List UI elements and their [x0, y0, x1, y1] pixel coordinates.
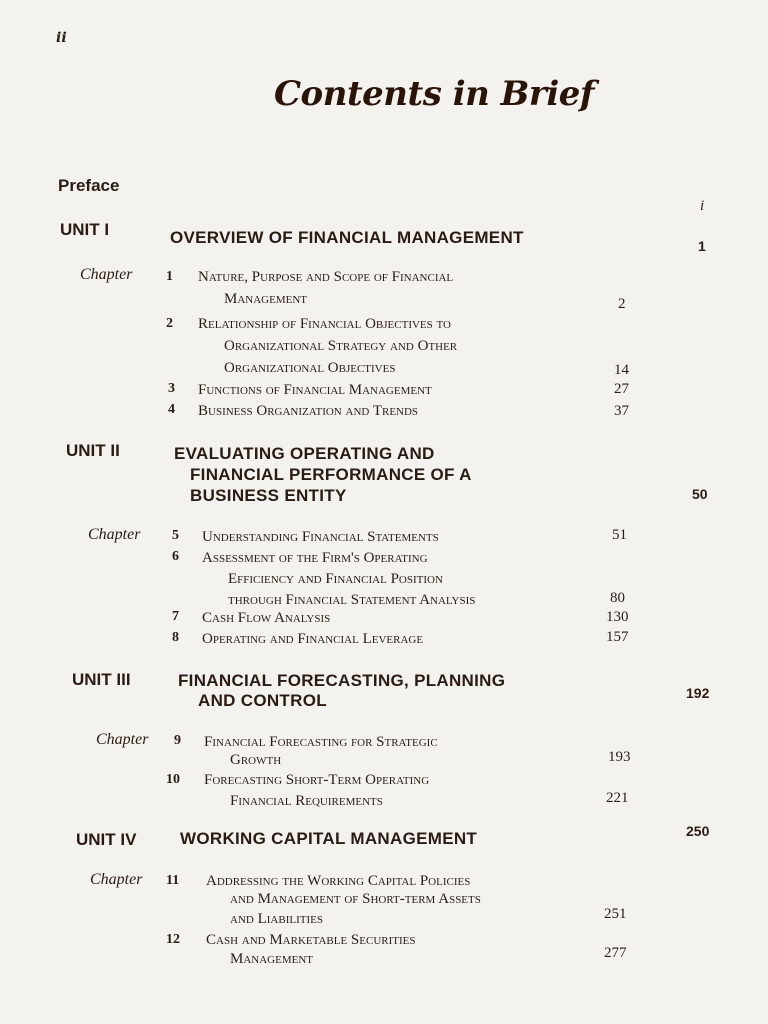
unit-title: WORKING CAPITAL MANAGEMENT — [180, 829, 478, 848]
page-title: Contents in Brief — [274, 74, 594, 114]
chapter-number: 2 — [166, 316, 173, 331]
unit-title-cont: BUSINESS ENTITY — [190, 486, 347, 505]
chapter-label: Chapter — [96, 731, 149, 748]
chapter-page: 80 — [610, 590, 625, 606]
chapter-page: 277 — [604, 945, 627, 961]
unit-title: OVERVIEW OF FINANCIAL MANAGEMENT — [170, 228, 524, 247]
chapter-page: 51 — [612, 527, 627, 543]
chapter-title: Relationship of Financial Objectives to — [198, 316, 451, 332]
chapter-label: Chapter — [90, 871, 143, 888]
chapter-title: Addressing the Working Capital Policies — [206, 873, 471, 889]
chapter-title: Cash Flow Analysis — [202, 610, 331, 626]
chapter-title-cont: Financial Requirements — [230, 793, 383, 809]
page-folio: ii — [56, 30, 67, 46]
unit-label: UNIT I — [60, 220, 110, 239]
unit-title-cont: FINANCIAL PERFORMANCE OF A — [190, 465, 472, 484]
chapter-number: 11 — [166, 873, 180, 888]
chapter-page: 221 — [606, 790, 629, 806]
chapter-title: Nature, Purpose and Scope of Financial — [198, 269, 454, 285]
chapter-title-cont: through Financial Statement Analysis — [228, 592, 476, 608]
chapter-title: Operating and Financial Leverage — [202, 631, 424, 647]
chapter-number: 1 — [166, 269, 173, 284]
chapter-page: 251 — [604, 906, 627, 922]
unit-label: UNIT III — [72, 670, 131, 689]
chapter-title-cont: Organizational Objectives — [224, 360, 396, 376]
chapter-title: Understanding Financial Statements — [202, 529, 439, 545]
chapter-title-cont: and Liabilities — [230, 911, 323, 927]
unit-label: UNIT II — [66, 441, 120, 460]
chapter-title: Financial Forecasting for Strategic — [204, 734, 438, 750]
chapter-number: 6 — [172, 549, 179, 564]
chapter-page: 130 — [606, 609, 629, 625]
chapter-page: 157 — [606, 629, 629, 645]
unit-page: 1 — [698, 238, 706, 254]
chapter-number: 3 — [168, 381, 175, 396]
unit-page: 50 — [692, 486, 708, 502]
chapter-title: Assessment of the Firm's Operating — [202, 550, 428, 566]
unit-page: 250 — [686, 823, 710, 839]
unit-page: 192 — [686, 685, 710, 701]
chapter-page: 27 — [614, 381, 629, 397]
chapter-title-cont: Management — [230, 951, 313, 967]
chapter-title-cont: and Management of Short-term Assets — [230, 891, 481, 907]
chapter-number: 7 — [172, 609, 179, 624]
chapter-page: 14 — [614, 362, 629, 378]
chapter-label: Chapter — [88, 526, 141, 543]
chapter-page: 193 — [608, 749, 631, 765]
chapter-title: Business Organization and Trends — [198, 403, 419, 419]
chapter-label: Chapter — [80, 266, 133, 283]
chapter-title-cont: Management — [224, 291, 307, 307]
unit-title-cont: AND CONTROL — [198, 691, 327, 710]
chapter-number: 12 — [166, 932, 180, 947]
chapter-title: Functions of Financial Management — [198, 382, 432, 398]
chapter-page: 37 — [614, 403, 629, 419]
unit-title: FINANCIAL FORECASTING, PLANNING — [178, 671, 506, 690]
unit-title: EVALUATING OPERATING AND — [174, 444, 435, 463]
preface-label: Preface — [58, 176, 120, 195]
chapter-title: Cash and Marketable Securities — [206, 932, 416, 948]
chapter-page: 2 — [618, 296, 626, 312]
chapter-number: 8 — [172, 630, 179, 645]
unit-label: UNIT IV — [76, 830, 137, 849]
chapter-number: 5 — [172, 528, 179, 543]
chapter-title-cont: Efficiency and Financial Position — [228, 571, 443, 587]
chapter-number: 4 — [168, 402, 175, 417]
chapter-title: Forecasting Short-Term Operating — [204, 772, 430, 788]
chapter-number: 9 — [174, 733, 181, 748]
preface-page: i — [700, 198, 705, 214]
chapter-number: 10 — [166, 772, 180, 787]
chapter-title-cont: Growth — [230, 752, 282, 768]
chapter-title-cont: Organizational Strategy and Other — [224, 338, 458, 354]
